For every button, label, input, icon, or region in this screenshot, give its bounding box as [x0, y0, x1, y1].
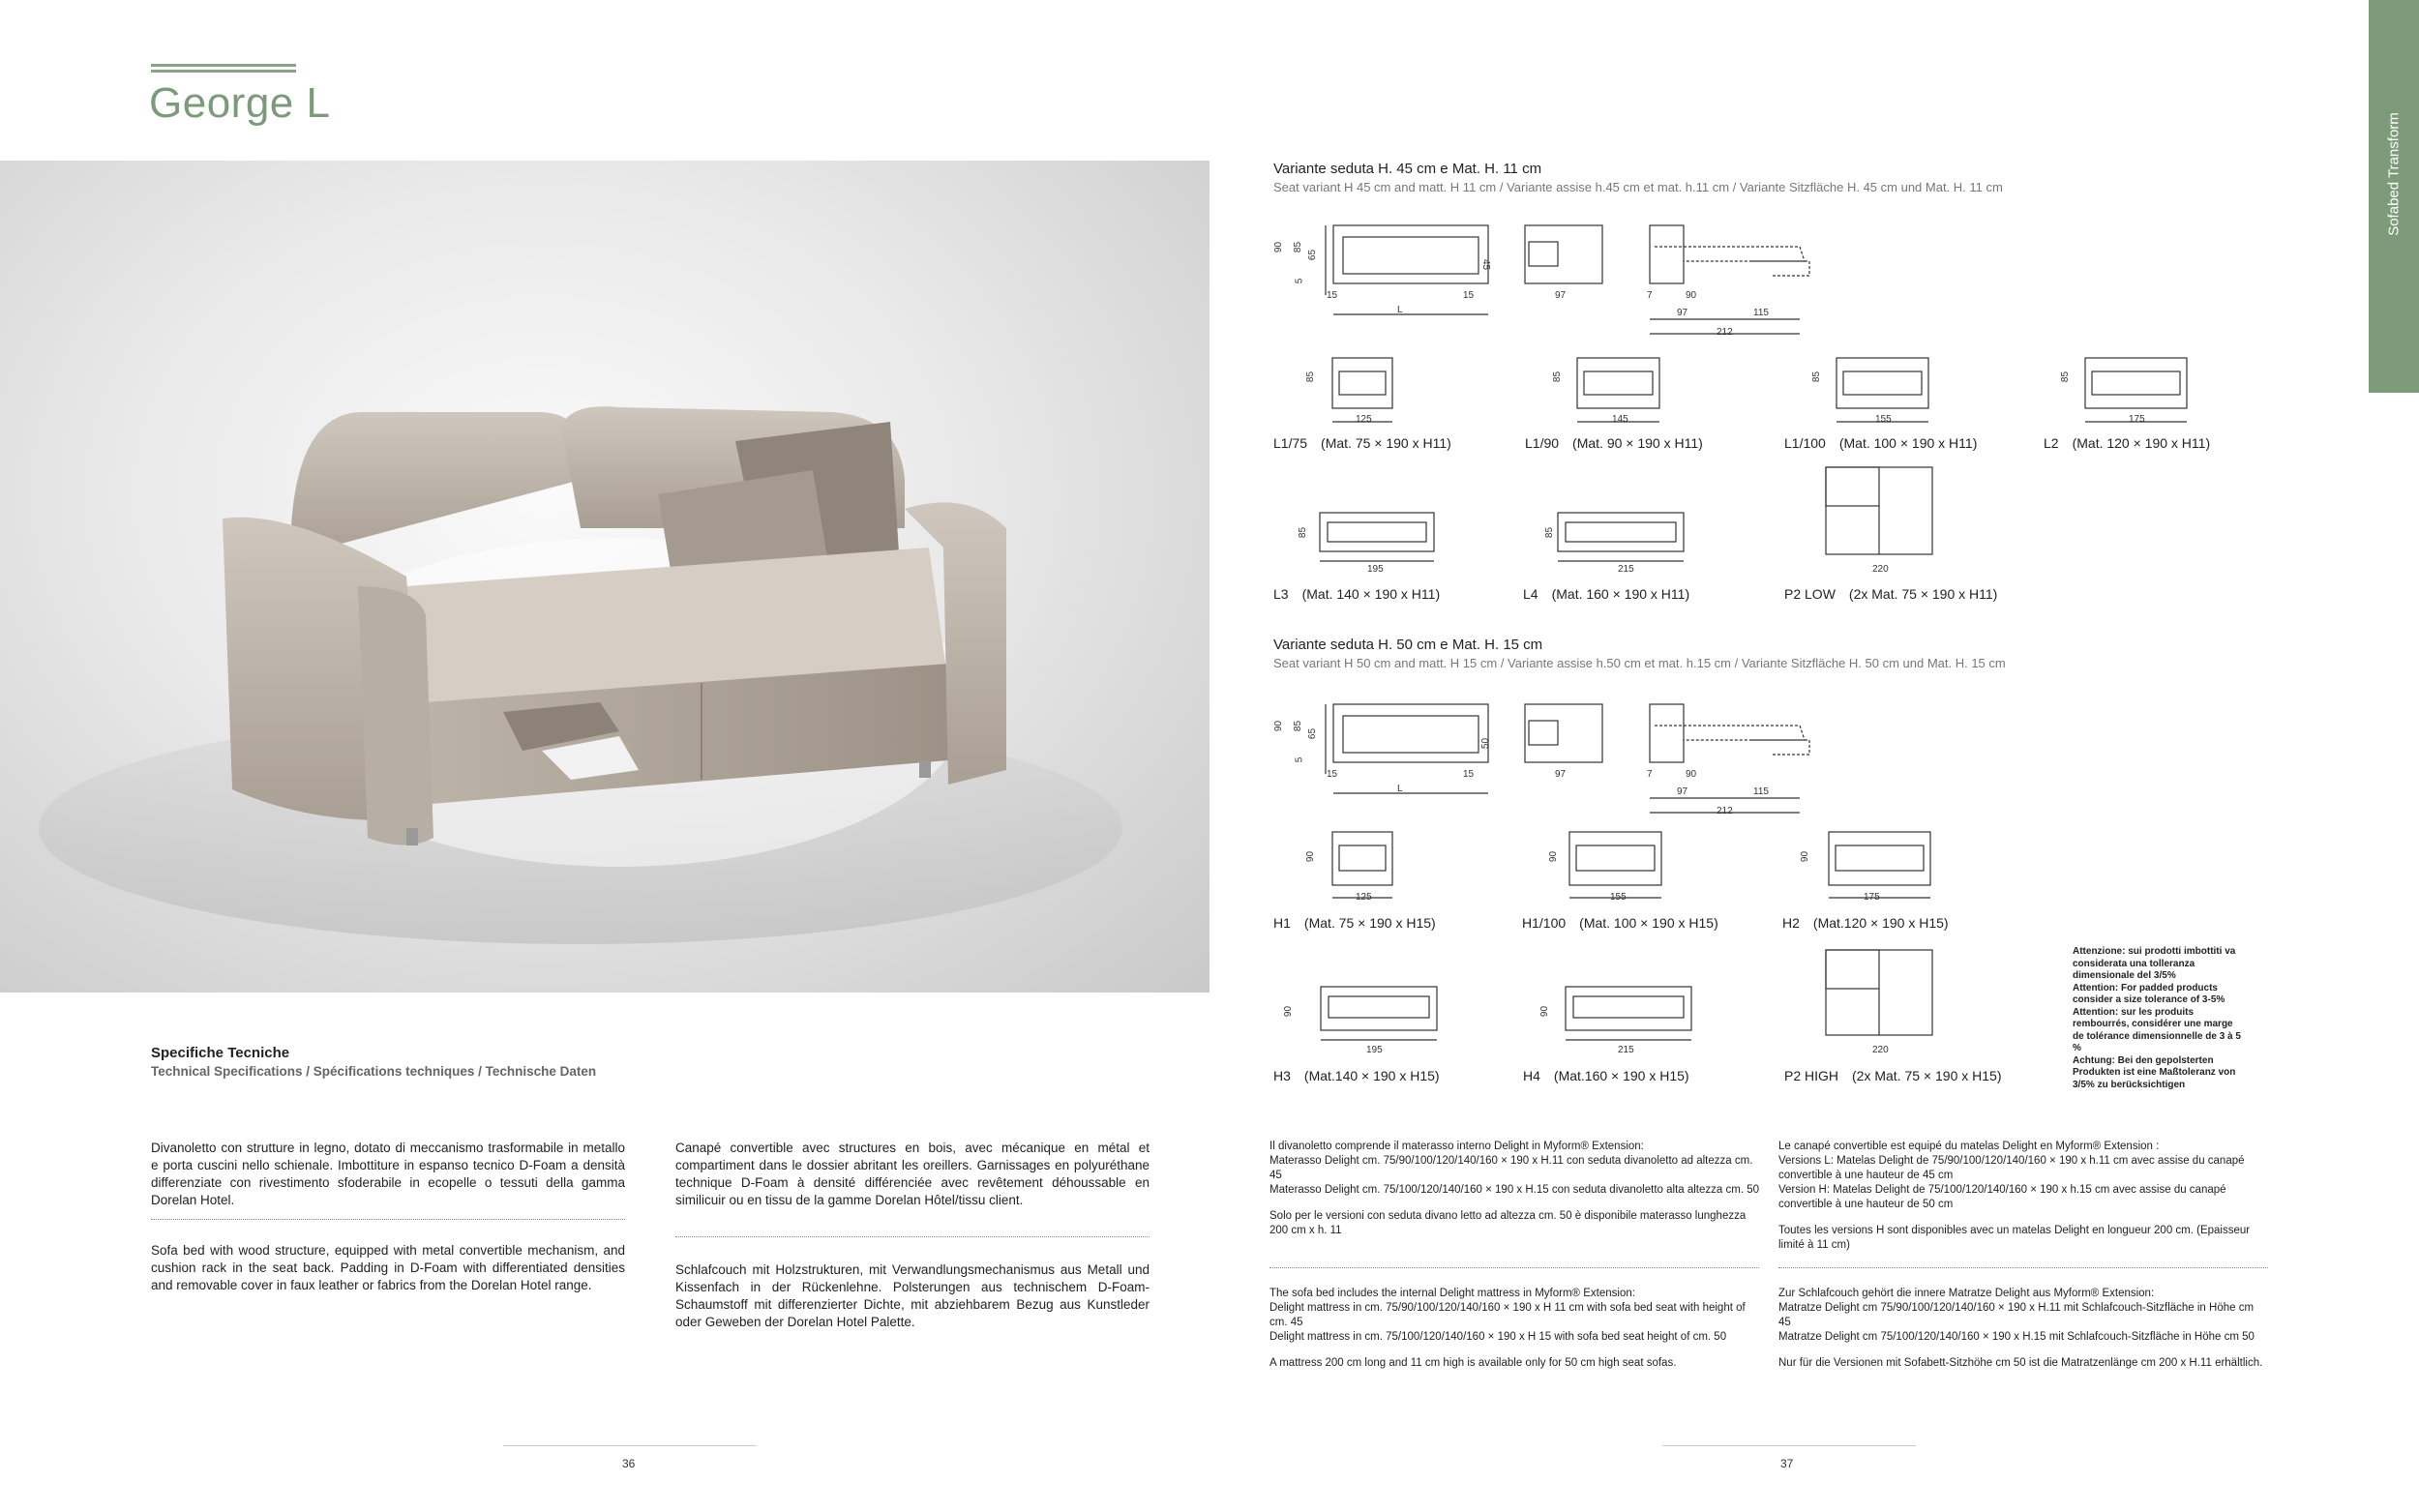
dim-label: 220 — [1872, 564, 1889, 575]
dim-label: 175 — [2129, 414, 2145, 425]
title-rule — [151, 70, 296, 73]
dim-label: 90 — [1305, 850, 1317, 863]
dim-label: 125 — [1356, 892, 1372, 903]
dim-label: 215 — [1618, 1045, 1634, 1055]
dim-label: 85 — [2060, 371, 2072, 383]
side-tab-label: Sofabed Transform — [2385, 112, 2403, 236]
description-fr: Canapé convertible avec structures en bois, avec mécanique en métal et compartiment dans le dossier abritant les oreillers. Garnissages en polyuréthane technique D-Foam à densité différenciée avec revêtement déhoussable en similicuir ou en tissu de la gamme Dorelan Hôtel/tissu client. — [675, 1141, 1150, 1207]
description-de: Schlafcouch mit Holzstrukturen, mit Verwandlungsmechanismus aus Metall und Kissenfach in der Rückenlehne. Polsterungen aus technischem D-Foam-Schaumstoff mit differenzierter Dichte, mit abziehbarem Bezug aus Kunstleder oder Geweben der Dorelan Hotel Palette. — [675, 1262, 1150, 1329]
dim-label: 7 — [1647, 769, 1653, 780]
page-rule — [503, 1445, 757, 1446]
title-rule — [151, 64, 296, 67]
dim-label: 85 — [1544, 526, 1556, 539]
dim-label: 90 — [1686, 769, 1697, 780]
dim-label: 155 — [1875, 414, 1892, 425]
variant-a-row2-drawings — [1316, 464, 1993, 571]
model-label: L3 (Mat. 140 × 190 x H11) — [1273, 586, 1441, 602]
dim-label: 7 — [1647, 290, 1653, 301]
dim-label: L — [1397, 305, 1403, 315]
model-label: P2 HIGH (2x Mat. 75 × 190 x H15) — [1784, 1068, 2002, 1083]
dim-label: 97 — [1555, 769, 1567, 780]
dim-label: 195 — [1367, 564, 1384, 575]
dim-label: 85 — [1298, 526, 1309, 539]
dim-label: 175 — [1864, 892, 1880, 903]
dim-label: 212 — [1717, 806, 1733, 816]
dim-label: 85 — [1552, 371, 1564, 383]
description-it: Divanoletto con strutture in legno, dotato di meccanismo trasformabile in metallo e porta cuscini nello schienale. Imbottiture in espanso tecnico D-Foam a densità differenziate con rivestimento sfoderabile in ecopelle o tessuti della gamma Dorelan Hotel. — [151, 1141, 625, 1207]
dim-label: 97 — [1677, 786, 1688, 797]
sofa-illustration — [0, 161, 1210, 993]
dim-label: 125 — [1356, 414, 1372, 425]
model-label: H1 (Mat. 75 × 190 x H15) — [1273, 915, 1436, 931]
side-tab[interactable] — [2369, 0, 2419, 393]
dim-label: 155 — [1610, 892, 1627, 903]
dim-label: 45 — [1480, 258, 1492, 271]
model-label: H2 (Mat.120 × 190 x H15) — [1782, 915, 1949, 931]
description-en: Sofa bed with wood structure, equipped with metal convertible mechanism, and cushion rack in the seat back. Padding in D-Foam with differentiated densities and removable cover in faux leather or fabrics from the Dorelan Hotel range. — [151, 1243, 625, 1292]
variant-a-profile-drawings — [1287, 198, 1829, 343]
variant-a-row1-drawings — [1326, 348, 2293, 430]
mattress-notes-en: The sofa bed includes the internal Delight mattress in Myform® Extension: Delight mattress in cm. 75/90/100/120/140/160 × 190 x H 11 cm with sofa bed seat with height of cm. 45 Delight mattress in cm. 75/100/120/140/160 × 190 x H 15 with sofa bed seat height of cm. 50 A mattress 200 cm long and 11 cm high is available only for 50 cm high seat sofas. — [1269, 1288, 1746, 1369]
dim-label: 85 — [1811, 371, 1823, 383]
page-number-right: 37 — [1780, 1457, 1794, 1470]
variant-a-subtitle: Seat variant H 45 cm and matt. H 11 cm / Variante assise h.45 cm et mat. h.11 cm / Variante Sitzfläche H. 45 cm und Mat. H. 11 cm — [1273, 180, 2003, 194]
variant-b-row2-drawings — [1316, 943, 1993, 1050]
model-label: L4 (Mat. 160 × 190 x H11) — [1523, 586, 1690, 602]
dim-label: 5 — [1294, 278, 1305, 284]
dim-label: 90 — [1273, 720, 1285, 732]
dim-label: 85 — [1305, 371, 1317, 383]
divider — [151, 1219, 625, 1220]
page-title: George L — [149, 79, 331, 127]
model-label: H3 (Mat.140 × 190 x H15) — [1273, 1068, 1440, 1083]
dim-label: 85 — [1293, 241, 1304, 253]
variant-a-title: Variante seduta H. 45 cm e Mat. H. 11 cm — [1273, 161, 1542, 177]
dim-label: 195 — [1366, 1045, 1383, 1055]
dim-label: 65 — [1307, 727, 1319, 740]
dim-label: 65 — [1307, 249, 1319, 261]
dim-label: 115 — [1753, 786, 1769, 797]
mattress-notes-it: Il divanoletto comprende il materasso interno Delight in Myform® Extension: Materasso Delight cm. 75/90/100/120/140/160 × 190 x H.11 con seduta divanoletto ad altezza cm. 45 Materasso Delight cm. 75/100/120/140/160 × 190 x H.15 con seduta divanoletto alta altezza cm. 50 Solo per le versioni con seduta divano letto ad altezza cm. 50 è disponibile materasso lunghezza 200 cm x h. 11 — [1269, 1141, 1759, 1236]
dim-label: 90 — [1283, 1005, 1295, 1018]
dim-label: 15 — [1327, 290, 1338, 301]
page-rule — [1662, 1445, 1916, 1446]
dim-label: 215 — [1618, 564, 1634, 575]
dim-label: 145 — [1612, 414, 1628, 425]
model-label: L1/100 (Mat. 100 × 190 x H11) — [1784, 435, 1978, 451]
product-photo — [0, 161, 1210, 993]
dim-label: 90 — [1686, 290, 1697, 301]
dim-label: 50 — [1480, 737, 1492, 750]
divider — [675, 1236, 1150, 1237]
dim-label: 15 — [1327, 769, 1338, 780]
variant-b-profile-drawings — [1287, 677, 1829, 822]
model-label: H4 (Mat.160 × 190 x H15) — [1523, 1068, 1689, 1083]
variant-b-row1-drawings — [1326, 822, 2003, 909]
model-label: L2 (Mat. 120 × 190 x H11) — [2044, 435, 2211, 451]
dim-label: 5 — [1294, 756, 1305, 763]
divider — [1269, 1267, 1759, 1268]
tolerance-note: Attenzione: sui prodotti imbottiti va considerata una tolleranza dimensionale del 3/5% Attention: For padded products consider a size tolerance of 3-5% Attention: sur les produits rembourrés, considérer une marge de tolérance dimensionnelle de 3 à 5 % Achtung: Bei den gepolsterten Produkten ist eine Maßtoleranz von 3/5% zu berücksichtigen — [2073, 946, 2241, 1090]
dim-label: 115 — [1753, 308, 1769, 318]
mattress-notes-de: Zur Schlafcouch gehört die innere Matratze Delight aus Myform® Extension: Matratze Delight cm 75/90/100/120/140/160 × 190 x H.11 mit Schlafcouch-Sitzfläche in Höhe cm 45 Matratze Delight cm 75/100/120/140/160 × 190 x H.15 mit Schlafcouch-Sitzfläche in Höhe cm 50 Nur für die Versionen mit Sofabett-Sitzhöhe cm 50 ist die Matratzenlänge cm 200 x H.11 erhältlich. — [1778, 1288, 2263, 1369]
dim-label: 97 — [1677, 308, 1688, 318]
model-label: L1/90 (Mat. 90 × 190 x H11) — [1525, 435, 1703, 451]
model-label: H1/100 (Mat. 100 × 190 x H15) — [1522, 915, 1718, 931]
dim-label: 212 — [1717, 327, 1733, 338]
dim-label: 15 — [1463, 769, 1475, 780]
specs-subtitle: Technical Specifications / Spécifications techniques / Technische Daten — [151, 1064, 597, 1079]
dim-label: 90 — [1548, 850, 1560, 863]
model-label: P2 LOW (2x Mat. 75 × 190 x H11) — [1784, 586, 1998, 602]
dim-label: L — [1397, 784, 1403, 794]
mattress-notes-fr: Le canapé convertible est equipé du matelas Delight en Myform® Extension : Versions L: Matelas Delight de 75/90/100/120/140/160 × 190 x h.11 cm avec assise du canapé convertible à une hauteur de 45 cm Version H: Matelas Delight de 75/100/120/140/160 × 190 x h.15 cm avec assise du canapé convertible à une hauteur de 50 cm Toutes les versions H sont disponibles avec un matelas Delight en longueur 200 cm. (Epaisseur limité à 11 cm) — [1778, 1141, 2251, 1251]
page-number-left: 36 — [622, 1457, 636, 1470]
specs-title: Specifiche Tecniche — [151, 1045, 290, 1061]
dim-label: 15 — [1463, 290, 1475, 301]
variant-b-title: Variante seduta H. 50 cm e Mat. H. 15 cm — [1273, 637, 1543, 653]
dim-label: 97 — [1555, 290, 1567, 301]
model-label: L1/75 (Mat. 75 × 190 x H11) — [1273, 435, 1451, 451]
dim-label: 90 — [1539, 1005, 1551, 1018]
divider — [1778, 1267, 2268, 1268]
dim-label: 220 — [1872, 1045, 1889, 1055]
variant-b-subtitle: Seat variant H 50 cm and matt. H 15 cm / Variante assise h.50 cm et mat. h.15 cm / Variante Sitzfläche H. 50 cm und Mat. H. 15 cm — [1273, 656, 2006, 670]
dim-label: 90 — [1273, 241, 1285, 253]
dim-label: 90 — [1800, 850, 1811, 863]
dim-label: 85 — [1293, 720, 1304, 732]
